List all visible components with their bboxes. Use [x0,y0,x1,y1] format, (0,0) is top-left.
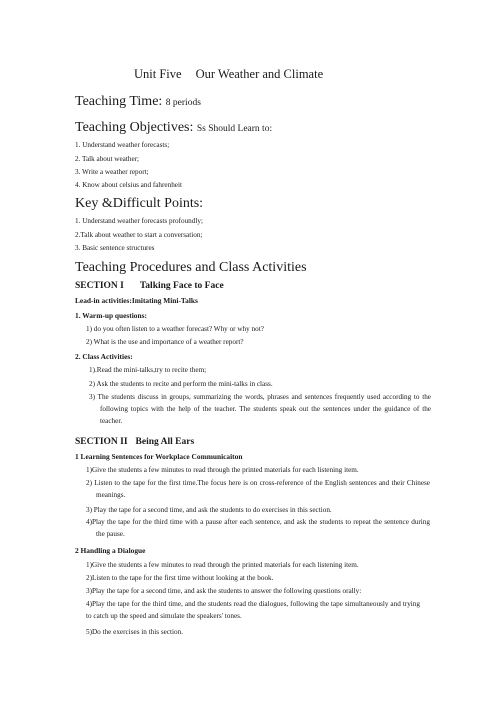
warmup-item: 1) do you often listen to a weather forecast? Why or why not? [86,325,264,333]
part1-label: 1 Learning Sentences for Workplace Communicaiton [75,452,243,461]
part2-item: 3)Play the tape for a second time, and ask the students to answer the following questions orally: [86,587,362,595]
unit-name: Our Weather and Climate [195,67,324,81]
section1-heading [75,281,224,291]
part1-item: 4)Play the tape for the third time with a pause after each sentence, and ask the students to repeat the sentence during the pause. [86,518,430,538]
section1-number: SECTION I [75,281,124,291]
unit-title [134,67,323,82]
objective-item: 2. Talk about weather; [75,155,140,163]
section2-number: SECTION II [75,437,128,447]
section1-leadin: Lead-in activities:Imitating Mini-Talks [75,296,198,305]
part2-item: 5)Do the exercises in this section. [86,628,184,636]
key-point-item: 1. Understand weather forecasts profoundly; [75,217,203,225]
part2-item: 1)Give the students a few minutes to read through the printed materials for each listening item. [86,561,359,569]
objectives-label: Teaching Objectives: [75,120,194,135]
warmup-label: 1. Warm-up questions: [75,311,147,320]
part2-item: 4)Play the tape for the third time, and the students read the dialogues, following the tape simultaneously and trying to catch up the speed and simulate the speakers' tones. [86,600,420,620]
warmup-item: 2) What is the use and importance of a weather report? [86,338,244,346]
section2-name: Being All Ears [135,437,195,447]
part2-label: 2 Handling a Dialogue [75,546,146,555]
objective-item: 3. Write a weather report; [75,168,149,176]
key-points-heading: Key &Difficult Points: [75,196,204,211]
unit-number: Unit Five [134,67,182,81]
part1-item: 3) Play the tape for a second time, and ask the students to do exercises in this section. [86,506,332,514]
procedures-heading: Teaching Procedures and Class Activities [75,260,307,275]
key-point-item: 3. Basic sentence structures [75,244,155,252]
objective-item: 1. Understand weather forecasts; [75,141,170,149]
teaching-time-label: Teaching Time: [75,94,163,109]
class-activities-label: 2. Class Activities: [75,352,133,361]
part1-item: 2) Listen to the tape for the first time.The focus here is on cross-reference of the English sentences and their Chinese meanings. [86,479,430,499]
part2-item: 2)Listen to the tape for the first time without looking at the book. [86,574,274,582]
part1-item: 1)Give the students a few minutes to read through the printed materials for each listening item. [86,466,359,474]
class-activity-item: 3) The students discuss in groups, summarizing the words, phrases and sentences frequently used according to the following topics with the help of the teacher. The students speak out the sentences under the guidance of the teacher. [89,393,431,425]
section1-name: Talking Face to Face [139,281,224,291]
class-activity-item: 2) Ask the students to recite and perform the mini-talks in class. [89,380,273,388]
teaching-time-value: 8 periods [165,98,201,108]
key-point-item: 2.Talk about weather to start a conversation; [75,231,203,239]
teaching-time-heading [75,94,201,110]
objective-item: 4. Know about celsius and fahrenheit [75,181,182,189]
section2-heading [75,437,194,447]
class-activity-item: 1).Read the mini-talks,try to recite them; [89,366,207,374]
objectives-intro: Ss Should Learn to: [196,124,273,134]
objectives-heading [75,120,272,136]
